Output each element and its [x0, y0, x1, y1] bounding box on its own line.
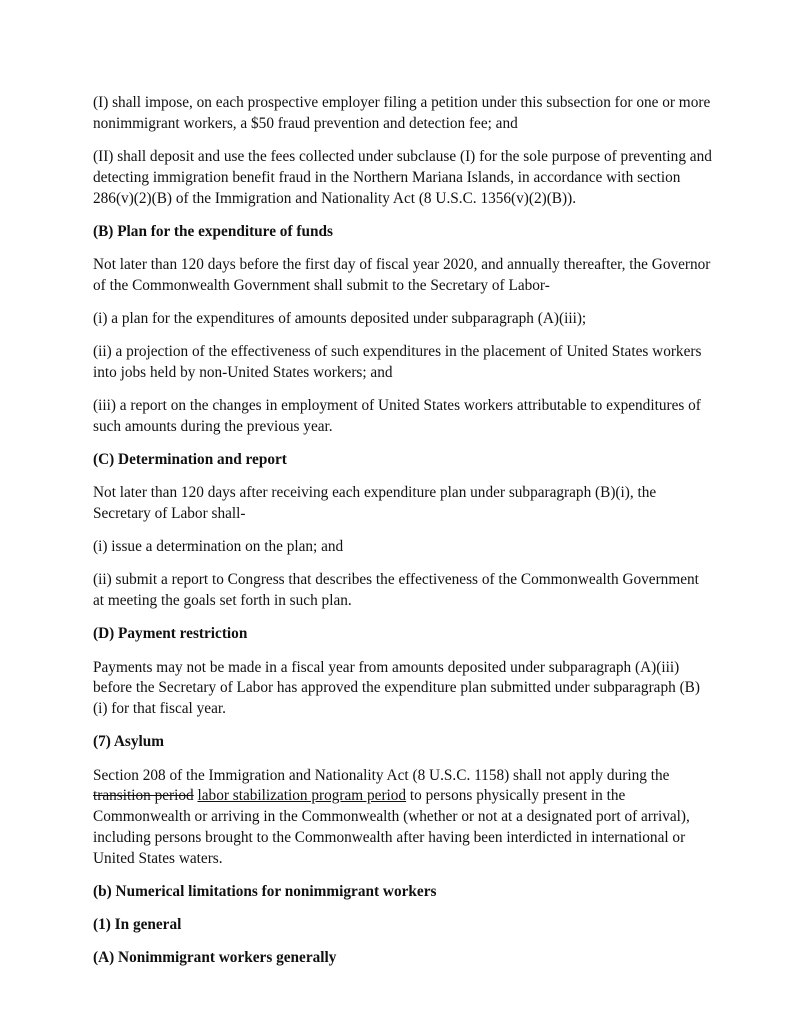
plan-item-ii: (ii) a projection of the effectiveness of such expenditures in the placement of United States workers into jobs held by non-United States workers; and	[93, 343, 702, 381]
payment-restriction-paragraph: Payments may not be made in a fiscal year from amounts deposited under subparagraph (A)(iii) before the Secretary of Labor has approved the expenditure plan submitted under subparagraph (B)(i) for that fiscal year.	[93, 658, 700, 718]
asylum-text-after: to persons physically present in the Commonwealth or arriving in the Commonwealth (whether or not at a designated port of arrival), including persons brought to the Commonwealth after having been interdicted in international or United States waters.	[93, 787, 690, 867]
struck-text: transition period	[93, 787, 194, 805]
determination-item-ii: (ii) submit a report to Congress that describes the effectiveness of the Commonwealth Government at meeting the goals set forth in such plan.	[93, 571, 699, 610]
clause-ii-deposit: (II) shall deposit and use the fees collected under subclause (I) for the sole purpose of preventing and detecting immigration benefit fraud in the Northern Mariana Islands, in accordance with section 286(v)(2)(B) of the Immigration and Nationality Act (8 U.S.C. 1356(v)(2)(B)).	[93, 147, 712, 207]
plan-item-i: (i) a plan for the expenditures of amounts deposited under subparagraph (A)(iii);	[93, 309, 587, 327]
heading-payment-restriction: (D) Payment restriction	[93, 625, 248, 643]
determination-item-i: (i) issue a determination on the plan; and	[93, 538, 344, 556]
inserted-text: labor stabilization program period	[197, 787, 407, 805]
heading-numerical-limitations: (b) Numerical limitations for nonimmigrant workers	[93, 882, 437, 900]
plan-intro-paragraph: Not later than 120 days before the first day of fiscal year 2020, and annually thereafter, the Governor of the Commonwealth Government shall submit to the Secretary of Labor-	[93, 255, 711, 294]
asylum-paragraph	[93, 766, 713, 870]
clause-i-fee: (I) shall impose, on each prospective employer filing a petition under this subsection for one or more nonimmigrant workers, a $50 fraud prevention and detection fee; and	[93, 94, 711, 132]
asylum-text-before: Section 208 of the Immigration and Nationality Act (8 U.S.C. 1158) shall not apply during the	[93, 766, 670, 784]
heading-in-general: (1) In general	[93, 916, 182, 934]
determination-intro-paragraph: Not later than 120 days after receiving each expenditure plan under subparagraph (B)(i), the Secretary of Labor shall-	[93, 484, 657, 523]
heading-nonimmigrant-workers-generally: (A) Nonimmigrant workers generally	[93, 949, 337, 967]
document-page	[93, 93, 713, 982]
plan-item-iii: (iii) a report on the changes in employment of United States workers attributable to expenditures of such amounts during the previous year.	[93, 397, 701, 435]
heading-plan-expenditure: (B) Plan for the expenditure of funds	[93, 222, 333, 240]
heading-asylum: (7) Asylum	[93, 733, 164, 751]
heading-determination-report: (C) Determination and report	[93, 451, 287, 469]
